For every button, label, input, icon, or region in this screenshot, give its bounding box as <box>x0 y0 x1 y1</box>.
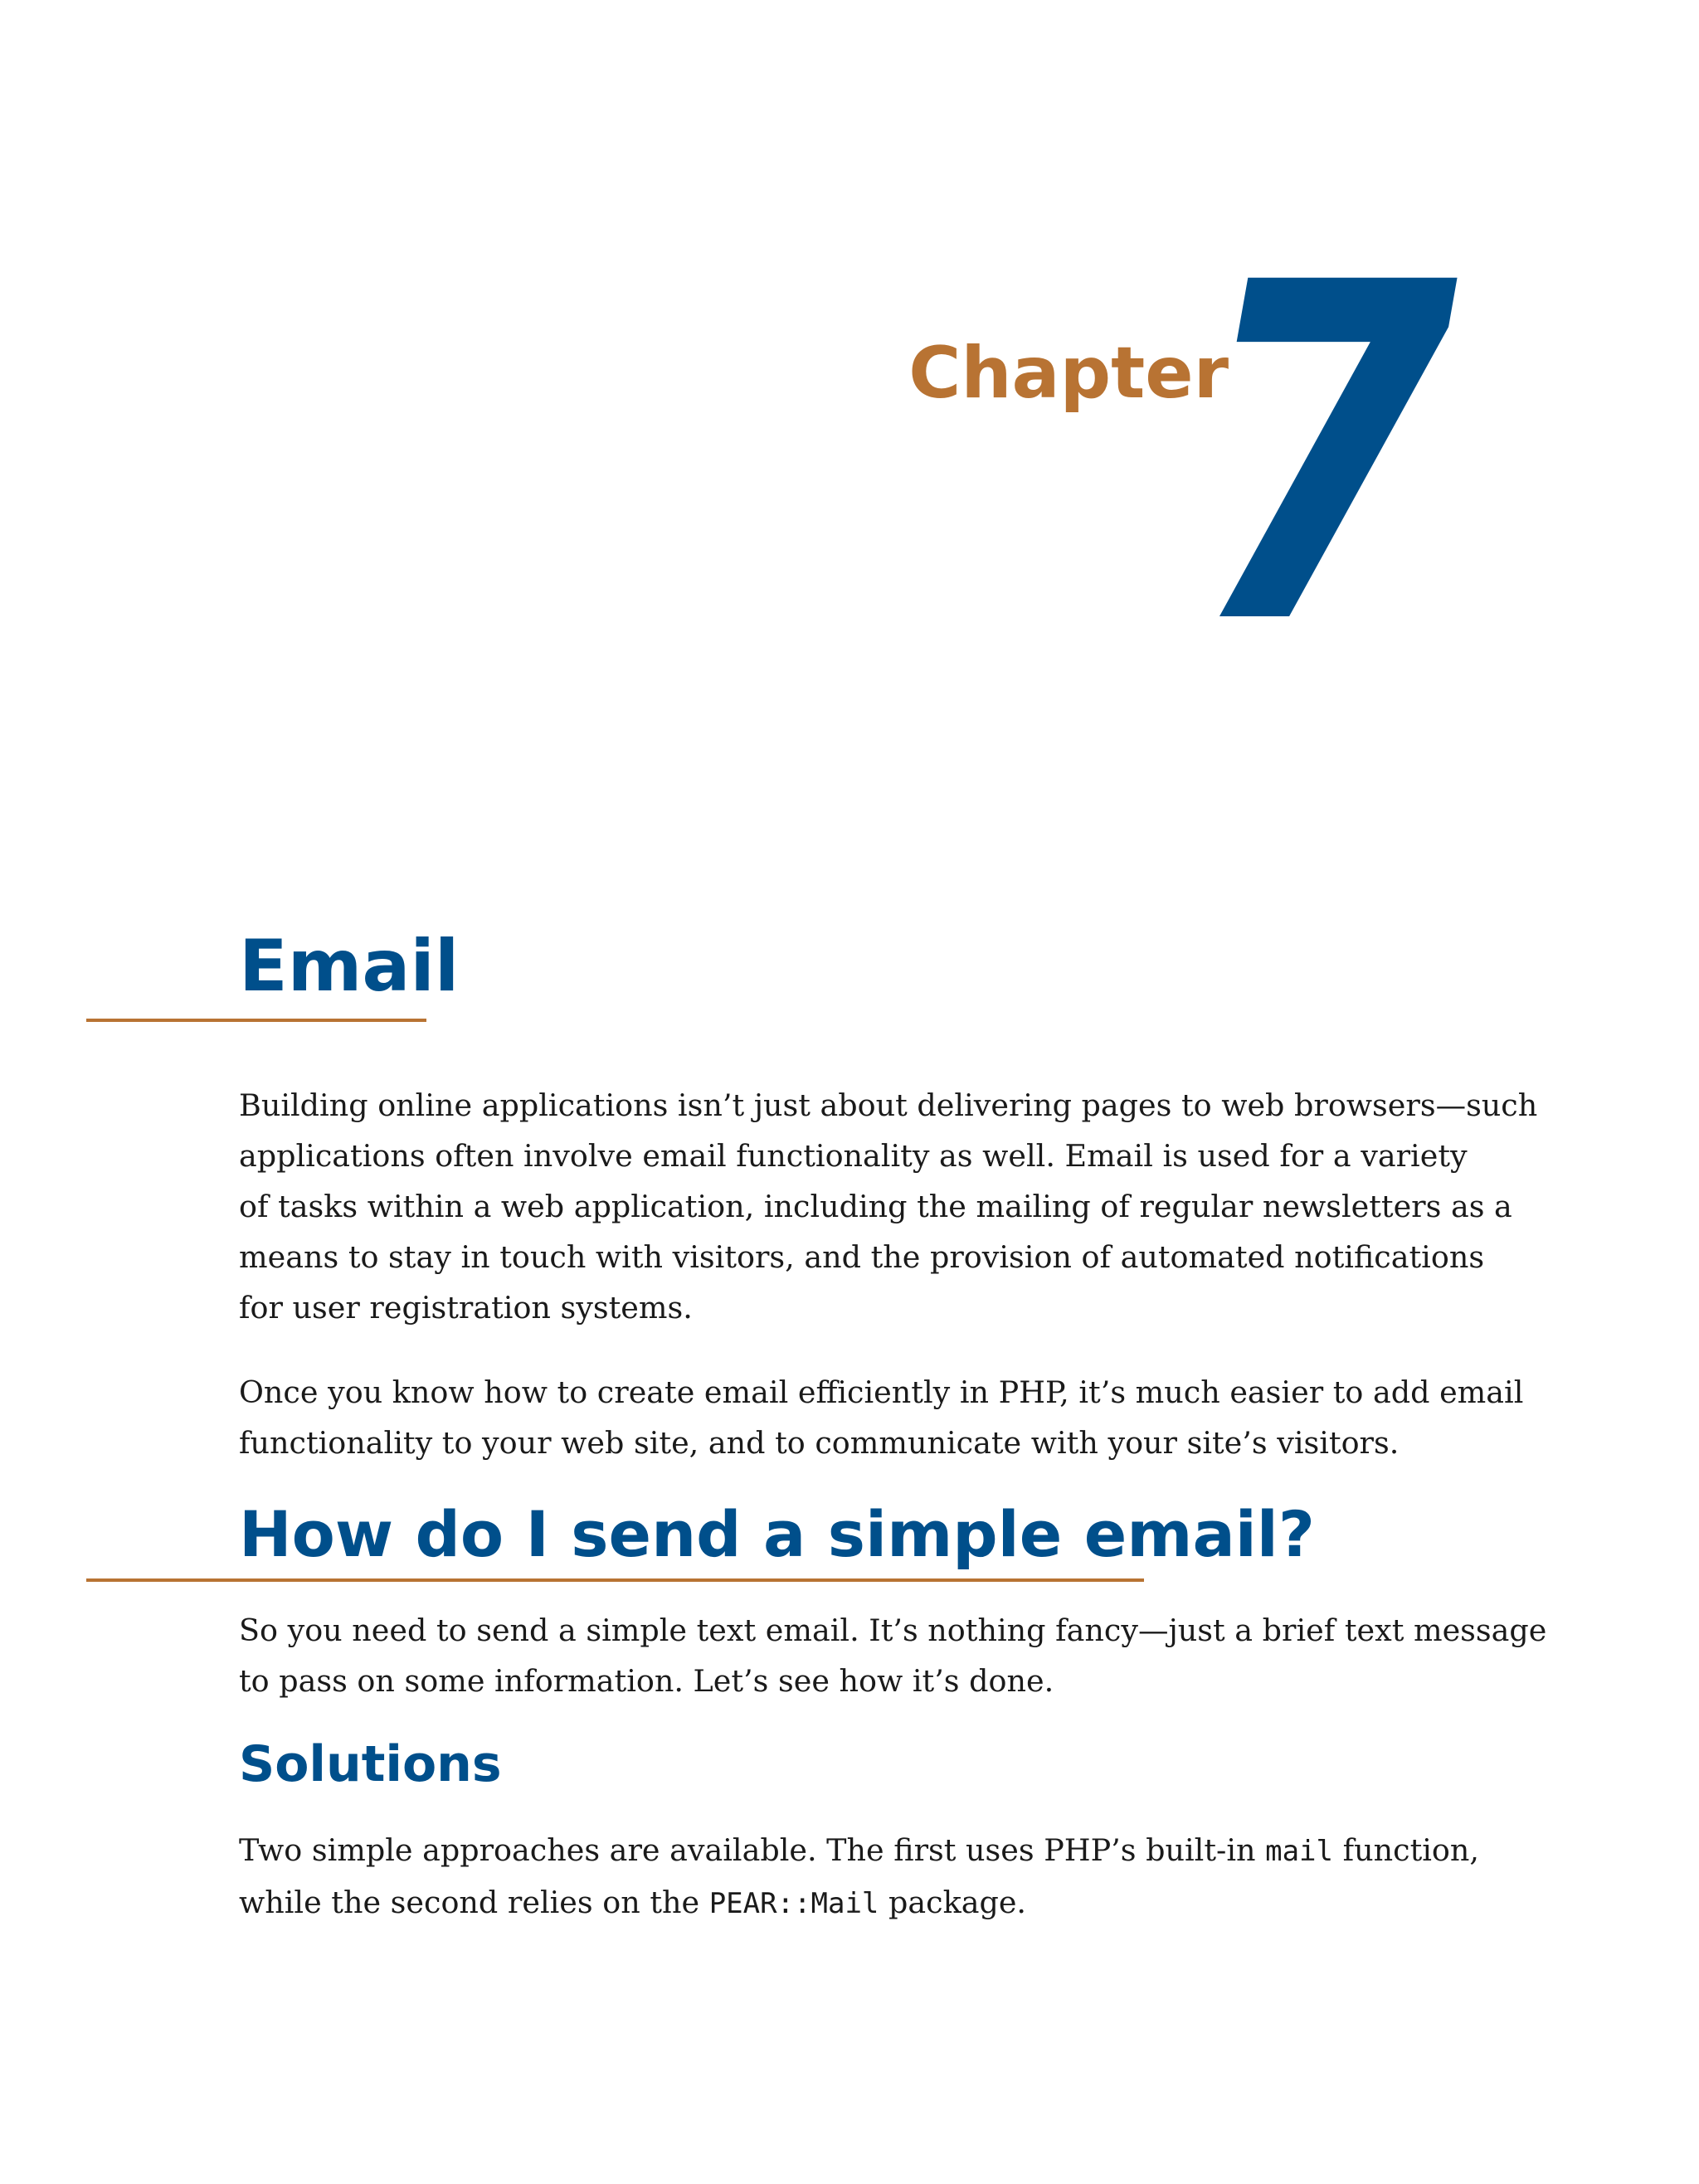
solutions-text: Two simple approaches are available. The first uses PHP’s built-in <box>239 1832 1266 1868</box>
chapter-number: 7 <box>1143 186 1504 727</box>
solutions-heading: Solutions <box>239 1735 502 1793</box>
question-heading: How do I send a simple email? <box>239 1497 1315 1571</box>
question-line: So you need to send a simple text email. It’s nothing fancy—just a brief text message <box>239 1612 1547 1648</box>
question-heading-rule <box>86 1578 1144 1582</box>
solutions-line-1 <box>239 1825 1516 1877</box>
intro-line: applications often involve email functionality as well. Email is used for a variety <box>239 1138 1468 1174</box>
intro-line: means to stay in touch with visitors, and the provision of automated notifications <box>239 1239 1485 1275</box>
solutions-text: package. <box>879 1885 1027 1920</box>
second-paragraph <box>239 1367 1524 1468</box>
intro-line: for user registration systems. <box>239 1290 693 1325</box>
second-paragraph-line: functionality to your web site, and to communicate with your site’s visitors. <box>239 1425 1400 1461</box>
question-paragraph <box>239 1605 1547 1706</box>
question-line: to pass on some information. Let’s see how it’s done. <box>239 1663 1054 1699</box>
chapter-label: Chapter <box>908 332 1229 415</box>
section-title-rule <box>86 1019 426 1022</box>
intro-line: Building online applications isn’t just about delivering pages to web browsers—such <box>239 1087 1538 1123</box>
solutions-paragraph <box>239 1825 1516 1929</box>
section-title: Email <box>239 925 460 1008</box>
intro-line: of tasks within a web application, including the mailing of regular newsletters as a <box>239 1189 1512 1224</box>
intro-paragraph <box>239 1080 1538 1333</box>
solutions-text: function, <box>1333 1832 1479 1868</box>
second-paragraph-line: Once you know how to create email efficiently in PHP, it’s much easier to add email <box>239 1374 1524 1410</box>
code-pear-mail: PEAR::Mail <box>708 1887 879 1920</box>
solutions-text: while the second relies on the <box>239 1885 709 1920</box>
code-mail: mail <box>1265 1835 1333 1868</box>
solutions-line-2 <box>239 1877 1516 1929</box>
